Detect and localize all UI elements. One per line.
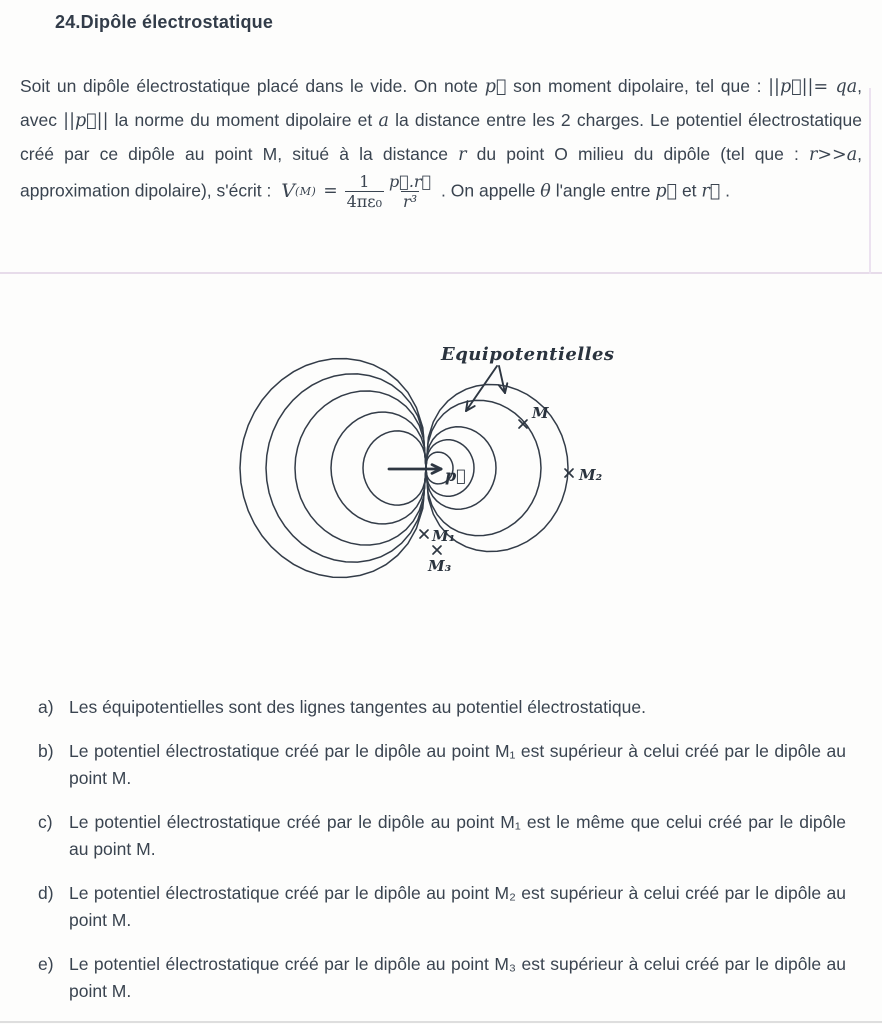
fraction-denominator: 4πε₀ [346, 192, 382, 212]
point-label: M₁ [432, 527, 456, 545]
option-text: Le potentiel électrostatique créé par le dipôle au point M₂ est supérieur à celui créé par le dipôle au point M. [69, 883, 846, 930]
option-e [38, 951, 846, 1005]
right-border-line [869, 88, 871, 274]
option-text: Le potentiel électrostatique créé par le dipôle au point M₁ est supérieur à celui créé par le dipôle au point M. [69, 741, 846, 788]
fraction-numerator: p⃗.r⃗ [388, 172, 432, 191]
option-letter: a) [38, 697, 54, 717]
fraction-numerator: 1 [359, 172, 370, 191]
math-r-gg-a: r>>a [809, 145, 858, 165]
intro-text: , avec [20, 76, 862, 130]
intro-text: Soit un dipôle électrostatique placé dans le vide. On note [20, 76, 485, 96]
math-r-vector: r⃗ [701, 181, 721, 202]
option-text: Le potentiel électrostatique créé par le dipôle au point M₃ est supérieur à celui créé par le dipôle au point M. [69, 954, 846, 1001]
intro-text: l'angle entre [550, 180, 656, 201]
point-label: M₃ [428, 557, 452, 575]
point-cross-mark [565, 469, 573, 477]
option-d [38, 880, 846, 934]
math-p-norm-eq: ||p⃗||= qa [768, 77, 858, 97]
intro-text: la norme du moment dipolaire et [108, 110, 379, 130]
fraction-denominator: r³ [403, 192, 418, 212]
intro-text: . [720, 180, 731, 201]
section-divider-line [0, 272, 882, 274]
intro-text: , approximation dipolaire), s'écrit : [20, 144, 862, 201]
formula-lhs: V [281, 180, 295, 203]
option-text: Les équipotentielles sont des lignes tangentes au potentiel électrostatique. [69, 697, 646, 717]
option-a [38, 694, 846, 721]
option-letter: b) [38, 741, 54, 761]
point-label: M [532, 404, 549, 422]
option-b [38, 738, 846, 792]
math-p-vector: p⃗ [655, 181, 678, 202]
dipole-equipotentials-diagram [0, 300, 882, 610]
math-p-norm: ||p⃗|| [63, 111, 109, 131]
formula-lhs-subscript: (M) [294, 185, 317, 199]
answer-options [38, 694, 846, 1022]
dipole-moment-label: p⃗ [445, 466, 466, 485]
intro-paragraph [20, 70, 862, 211]
option-c [38, 809, 846, 863]
coulomb-constant-fraction [345, 172, 384, 211]
option-text: Le potentiel électrostatique créé par le dipôle au point M₁ est le même que celui créé par le dipôle au point M. [69, 812, 846, 859]
math-r: r [458, 145, 467, 165]
intro-text: la distance entre les 2 charges. Le potentiel électrostatique créé par ce dipôle au point M, situé à la distance [20, 110, 862, 164]
point-cross-mark [433, 546, 441, 554]
equipotential-curve [426, 400, 541, 535]
intro-text: . On appelle [436, 180, 541, 201]
option-letter: e) [38, 954, 54, 974]
math-theta: θ [540, 181, 551, 202]
dipole-term-fraction [389, 172, 431, 211]
point-label: M₂ [579, 466, 603, 484]
formula-equals: = [323, 181, 338, 202]
intro-text: et [677, 180, 702, 201]
point-cross-mark [420, 530, 428, 538]
option-letter: c) [38, 812, 53, 832]
annotation-arrow-head [505, 383, 507, 393]
option-letter: d) [38, 883, 54, 903]
question-title: 24.Dipôle électrostatique [55, 12, 274, 32]
equipotentielles-label: Equipotentielles [441, 344, 615, 365]
math-a: a [378, 111, 389, 131]
potential-formula [281, 172, 431, 211]
intro-text: son moment dipolaire, tel que : [506, 76, 769, 96]
math-p-vector: p⃗ [484, 77, 507, 97]
intro-text: du point O milieu du dipôle (tel que : [466, 144, 809, 164]
